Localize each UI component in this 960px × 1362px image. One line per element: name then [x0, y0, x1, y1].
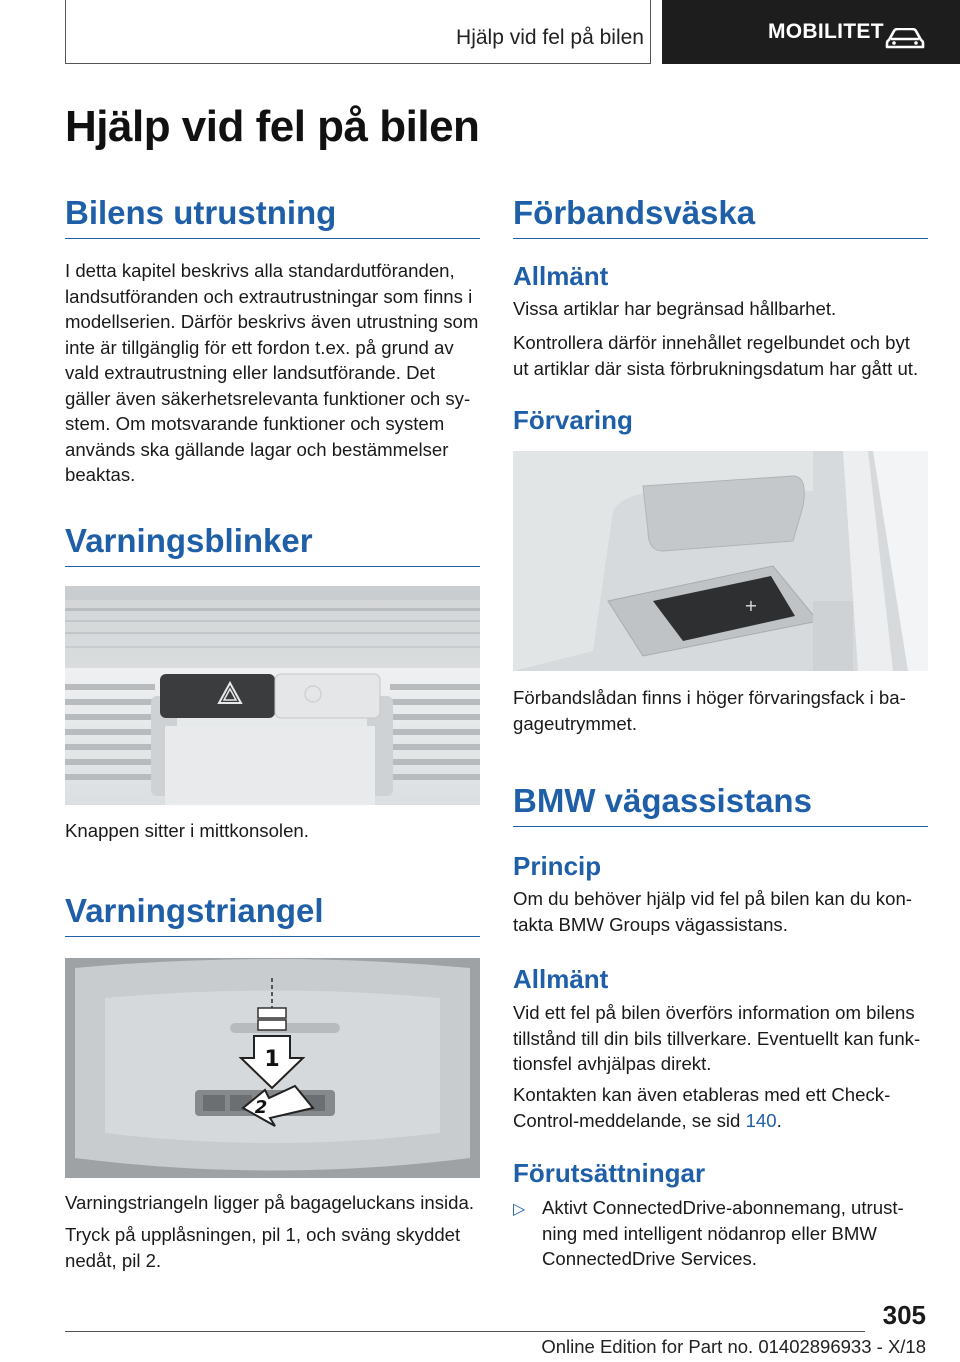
header-left-rule — [65, 0, 66, 64]
bullet-connecteddrive: Aktivt ConnectedDrive-abonnemang, utrustning med intelligent nödanrop eller BMW ConnectedDrive Services. — [542, 1197, 904, 1269]
footer-edition: Online Edition for Part no. 01402896933 - X/18 — [541, 1336, 926, 1357]
subheading-allmant-1: Allmänt — [513, 261, 609, 291]
paragraph-princip: Om du behöver hjälp vid fel på bilen kan du kontakta BMW Groups vägassistans. — [513, 888, 912, 935]
paragraph-check-control — [513, 1082, 928, 1133]
car-icon — [885, 28, 925, 50]
arrow-2-label: 2 — [254, 1097, 268, 1118]
subheading-allmant-2: Allmänt — [513, 964, 609, 994]
heading-bilens-utrustning: Bilens utrustning — [65, 194, 480, 239]
bullet-triangle-icon: ▷ — [513, 1201, 526, 1218]
header-divider — [650, 0, 651, 64]
heading-bmw-vagassistans: BMW vägassistans — [513, 782, 928, 827]
page-title: Hjälp vid fel på bilen — [65, 102, 480, 151]
caption-varningsblinker: Knappen sitter i mittkonsolen. — [65, 820, 309, 841]
check-control-end: . — [776, 1109, 782, 1131]
subheading-forvaring: Förvaring — [513, 405, 633, 435]
caption-varningstriangel-2: Tryck på upplåsningen, pil 1, och sväng skyddet nedåt, pil 2. — [65, 1224, 461, 1271]
paragraph-kontrollera: Kontrollera därför innehållet regelbundet och byt ut artiklar där sista förbrukningsdatum har gått ut. — [513, 332, 919, 379]
footer-rule — [65, 1331, 865, 1332]
svg-text:+: + — [744, 596, 758, 615]
subheading-forutsattningar: Förutsättningar — [513, 1158, 706, 1188]
heading-forbandsvaska: Förbandsväska — [513, 194, 928, 239]
warning-triangle-image — [65, 958, 480, 1178]
chapter-tab-label: MOBILITET — [768, 20, 884, 43]
first-aid-kit-image — [513, 451, 928, 671]
arrow-1-label: 1 — [264, 1047, 280, 1072]
hazard-switch-image — [65, 586, 480, 805]
page-number: 305 — [882, 1300, 926, 1330]
heading-varningstriangel: Varningstriangel — [65, 892, 480, 937]
caption-forbandsladan: Förbandslådan finns i höger förvaringsfack i bagageutrymmet. — [513, 687, 906, 734]
page-link-140[interactable]: 140 — [745, 1109, 777, 1131]
heading-varningsblinker: Varningsblinker — [65, 522, 480, 567]
paragraph-hallbarhet: Vissa artiklar har begränsad hållbarhet. — [513, 298, 837, 319]
check-control-text: Kontakten kan även etableras med ett Check-Control-meddelande, se sid — [513, 1084, 891, 1131]
header-bottom-rule — [65, 63, 651, 64]
paragraph-fel-pa-bilen: Vid ett fel på bilen överförs information om bilens tillstånd till din bils tillverkare. Eventuellt kan funktionsfel avhjälpas direkt. — [513, 1002, 921, 1074]
paragraph-bilens-utrustning: I detta kapitel beskrivs alla standardutföranden, landsutföranden och extrautrustningar som finns i modellserien. Därför beskrivs även utrustning som inte är tillgänglig för ett fordon t.ex. på grund av vald extrautrustning eller landsutförande. Det gäller även säkerhetsrelevanta funktioner och system. Om motsvarande funktioner och system används ska gällande lagar och bestämmelser beaktas. — [65, 260, 479, 485]
subheading-princip: Princip — [513, 851, 602, 881]
caption-varningstriangel-1: Varningstriangeln ligger på bagageluckans insida. — [65, 1192, 474, 1213]
header-section-title: Hjälp vid fel på bilen — [456, 26, 644, 49]
